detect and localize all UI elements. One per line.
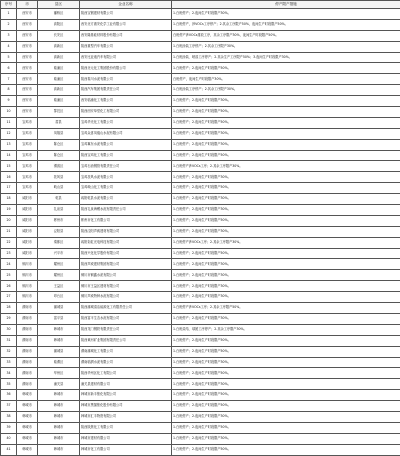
cell-no: 6 xyxy=(1,63,17,74)
cell-no: 18 xyxy=(1,194,17,205)
cell-measure: 1.白班停产；2.夜间生产时段限产50%。 xyxy=(172,422,400,433)
cell-city: 咸阳市 xyxy=(17,215,38,226)
cell-measure: 1.白班停产，涉VOCs工序停产；2.其余工序限产50%，夜间生产时段限产50%。 xyxy=(172,19,400,30)
cell-area: 扶风县 xyxy=(38,172,80,183)
header-area: 县区 xyxy=(38,1,80,9)
cell-city: 西安市 xyxy=(17,30,38,41)
cell-area: 高新区 xyxy=(38,41,80,52)
cell-area: 凤翔县 xyxy=(38,128,80,139)
cell-no: 25 xyxy=(1,270,17,281)
cell-name: 渭南临渭水泥有限公司 xyxy=(80,357,172,368)
cell-area: 彬州市 xyxy=(38,215,80,226)
cell-area: 韩城市 xyxy=(38,324,80,335)
cell-measure: 白班停产涉VOCs排放工序，其余工序限产30%，夜间生产时段限产50%。 xyxy=(172,30,400,41)
cell-no: 23 xyxy=(1,248,17,259)
cell-name: 西安北方惠安化学工业有限公司 xyxy=(80,19,172,30)
cell-area: 眉县 xyxy=(38,117,80,128)
cell-city: 渭南市 xyxy=(17,303,38,314)
cell-name: 陕西汽车集团有限责任公司 xyxy=(80,85,172,96)
cell-measure: 1.白班停产；2.夜间生产时段限产30%。 xyxy=(172,357,400,368)
cell-city: 韩城市 xyxy=(17,390,38,401)
cell-area: 蒲城县 xyxy=(38,346,80,357)
cell-area: 潼关县 xyxy=(38,379,80,390)
cell-name: 韩城市建材有限公司 xyxy=(80,433,172,444)
cell-no: 4 xyxy=(1,41,17,52)
table-row xyxy=(1,357,400,368)
cell-name: 陕西重型汽车有限公司 xyxy=(80,41,172,52)
cell-city: 西安市 xyxy=(17,107,38,118)
cell-city: 西安市 xyxy=(17,96,38,107)
cell-area: 韩城市 xyxy=(38,401,80,412)
table-row xyxy=(1,205,400,216)
cell-area: 韩城市 xyxy=(38,411,80,422)
table-row xyxy=(1,52,400,63)
cell-measure: 1.白班停产；2.夜间生产时段限产50%。 xyxy=(172,368,400,379)
cell-measure: 1.白班停产；2.夜间生产时段限产30%。 xyxy=(172,270,400,281)
cell-city: 铜川市 xyxy=(17,270,38,281)
cell-no: 21 xyxy=(1,226,17,237)
table-row xyxy=(1,63,400,74)
cell-measure: 1.白班停产；2.夜间生产时段限产30%。 xyxy=(172,172,400,183)
cell-city: 西安市 xyxy=(17,52,38,63)
cell-measure: 1.白班涂装工序停产；2.其余工序限产30%。 xyxy=(172,85,400,96)
cell-no: 36 xyxy=(1,390,17,401)
table-header-row xyxy=(1,1,400,9)
cell-no: 7 xyxy=(1,74,17,85)
cell-area: 临潼区 xyxy=(38,63,80,74)
table-row xyxy=(1,183,400,194)
cell-city: 咸阳市 xyxy=(17,237,38,248)
cell-area: 灞桥区 xyxy=(38,9,80,20)
cell-city: 宝鸡市 xyxy=(17,117,38,128)
table-row xyxy=(1,226,400,237)
cell-no: 19 xyxy=(1,205,17,216)
cell-area: 临渭区 xyxy=(38,357,80,368)
cell-area: 鄠邑区 xyxy=(38,107,80,118)
cell-measure: 1.白班停产；2.夜间生产时段限产50%。 xyxy=(172,215,400,226)
cell-area: 韩城市 xyxy=(38,444,80,455)
cell-city: 渭南市 xyxy=(17,335,38,346)
cell-measure: 1.白班停产；2.夜间生产时段限产30%。 xyxy=(172,139,400,150)
cell-area: 韩城市 xyxy=(38,390,80,401)
cell-measure: 1.白班停产；2.夜间生产时段限产50%。 xyxy=(172,63,400,74)
cell-city: 渭南市 xyxy=(17,357,38,368)
cell-measure: 1.白班停产；2.夜间生产时段限产50%。 xyxy=(172,248,400,259)
table-row xyxy=(1,19,400,30)
cell-name: 陕西西安草堂化工有限公司 xyxy=(80,107,172,118)
cell-measure: 1.白班停产；2.夜间生产时段限产30%。 xyxy=(172,379,400,390)
cell-area: 富平县 xyxy=(38,313,80,324)
cell-no: 1 xyxy=(1,9,17,20)
cell-no: 17 xyxy=(1,183,17,194)
cell-name: 陕西宝钢建材有限公司 xyxy=(80,9,172,20)
table-row xyxy=(1,139,400,150)
cell-name: 宝鸡众喜凤凰山水泥有限公司 xyxy=(80,128,172,139)
cell-area: 乾县 xyxy=(38,194,80,205)
cell-name: 陕西陕焦化工有限公司 xyxy=(80,422,172,433)
cell-area: 泾阳县 xyxy=(38,226,80,237)
cell-no: 2 xyxy=(1,19,17,30)
cell-area: 韩城市 xyxy=(38,422,80,433)
cell-name: 铜川市王益区建材有限公司 xyxy=(80,281,172,292)
cell-city: 西安市 xyxy=(17,9,38,20)
table-row xyxy=(1,259,400,270)
table-row xyxy=(1,161,400,172)
header-name: 企业名称 xyxy=(80,1,172,9)
cell-no: 9 xyxy=(1,96,17,107)
cell-area: 临潼区 xyxy=(38,74,80,85)
cell-measure: 1.白班停产；2.夜间生产时段限产30%。 xyxy=(172,313,400,324)
cell-area: 兴平市 xyxy=(38,248,80,259)
cell-no: 15 xyxy=(1,161,17,172)
cell-measure: 1.白班停产；2.夜间生产时段限产30%。 xyxy=(172,128,400,139)
cell-city: 西安市 xyxy=(17,74,38,85)
cell-area: 礼泉县 xyxy=(38,205,80,216)
table-row xyxy=(1,117,400,128)
cell-no: 20 xyxy=(1,215,17,226)
table-row xyxy=(1,433,400,444)
table-row xyxy=(1,41,400,52)
cell-no: 38 xyxy=(1,411,17,422)
cell-area: 陈仓区 xyxy=(38,150,80,161)
cell-name: 宝鸡岐山化工有限公司 xyxy=(80,183,172,194)
cell-city: 渭南市 xyxy=(17,324,38,335)
cell-name: 韩城市化工有限公司 xyxy=(80,444,172,455)
cell-area: 长安区 xyxy=(38,30,80,41)
table-row xyxy=(1,379,400,390)
table-row xyxy=(1,292,400,303)
cell-measure: 1.白班停产；2.夜间生产时段限产30%。 xyxy=(172,194,400,205)
header-measure: 停产限产措施 xyxy=(172,1,400,9)
cell-city: 西安市 xyxy=(17,41,38,52)
cell-no: 16 xyxy=(1,172,17,183)
cell-city: 西安市 xyxy=(17,19,38,30)
cell-measure: 白班停产，夜间生产时段限产30%。 xyxy=(172,74,400,85)
cell-name: 韩城市黑猫焦化股份有限公司 xyxy=(80,401,172,412)
cell-area: 韩城市 xyxy=(38,335,80,346)
cell-area: 高新区 xyxy=(38,85,80,96)
table-row xyxy=(1,194,400,205)
table-row xyxy=(1,390,400,401)
cell-city: 西安市 xyxy=(17,63,38,74)
cell-name: 宝鸡华光化工有限公司 xyxy=(80,117,172,128)
cell-no: 5 xyxy=(1,52,17,63)
cell-name: 西安隆基硅材料股份有限公司 xyxy=(80,30,172,41)
cell-area: 高新区 xyxy=(38,52,80,63)
cell-name: 韩城市汇丰物资有限公司 xyxy=(80,411,172,422)
cell-no: 13 xyxy=(1,139,17,150)
table-row xyxy=(1,172,400,183)
cell-name: 咸阳彩虹光电科技有限公司 xyxy=(80,237,172,248)
cell-no: 35 xyxy=(1,379,17,390)
cell-area: 渭滨区 xyxy=(38,161,80,172)
cell-measure: 1.白班停产；2.夜间生产时段限产50%。 xyxy=(172,150,400,161)
cell-measure: 1.白班停产涉VOCs工序；2.其余工序限产50%。 xyxy=(172,303,400,314)
cell-city: 渭南市 xyxy=(17,379,38,390)
table-row xyxy=(1,128,400,139)
cell-city: 韩城市 xyxy=(17,422,38,433)
table-body xyxy=(1,9,400,456)
cell-area: 岐山县 xyxy=(38,183,80,194)
table-row xyxy=(1,401,400,412)
cell-measure: 1.白班涂装、喷漆工序停产；2.其余生产工序限产50%；3.夜间生产时段限产30%。 xyxy=(172,52,400,63)
table-row xyxy=(1,150,400,161)
cell-name: 咸阳乾县水泥有限公司 xyxy=(80,194,172,205)
cell-name: 西安比亚迪汽车有限公司 xyxy=(80,52,172,63)
cell-name: 彬州市化工有限公司 xyxy=(80,215,172,226)
cell-area: 陈仓区 xyxy=(38,139,80,150)
cell-name: 宝鸡石油钢管有限责任公司 xyxy=(80,161,172,172)
cell-name: 陕西泾阳声威建材有限公司 xyxy=(80,226,172,237)
cell-no: 32 xyxy=(1,346,17,357)
cell-measure: 1.白班停产；2.夜间生产时段限产50%。 xyxy=(172,346,400,357)
cell-name: 陕西北元化工集团股份有限公司 xyxy=(80,63,172,74)
cell-measure: 1.白班停产；2.夜间生产时段限产30%。 xyxy=(172,226,400,237)
table-row xyxy=(1,313,400,324)
table-row xyxy=(1,96,400,107)
cell-area: 耀州区 xyxy=(38,259,80,270)
cell-name: 陕西黄河矿业集团有限责任公司 xyxy=(80,335,172,346)
table-row xyxy=(1,444,400,455)
cell-name: 陕西秦川水泥有限公司 xyxy=(80,74,172,85)
cell-city: 韩城市 xyxy=(17,433,38,444)
cell-name: 陕西声威建材集团有限公司 xyxy=(80,259,172,270)
cell-measure: 1.白班涂装工序停产；2.其余工序限产30%。 xyxy=(172,41,400,52)
table-row xyxy=(1,215,400,226)
table-row xyxy=(1,422,400,433)
cell-no: 8 xyxy=(1,85,17,96)
cell-name: 宝鸡扶风水泥有限公司 xyxy=(80,172,172,183)
table-row xyxy=(1,303,400,314)
cell-city: 宝鸡市 xyxy=(17,183,38,194)
table-row xyxy=(1,74,400,85)
table-row xyxy=(1,335,400,346)
table-row xyxy=(1,411,400,422)
cell-city: 铜川市 xyxy=(17,292,38,303)
cell-city: 韩城市 xyxy=(17,411,38,422)
cell-name: 陕西礼泉海螺水泥有限责任公司 xyxy=(80,205,172,216)
table-row xyxy=(1,9,400,20)
cell-measure: 1.白班停产；2.夜间生产时段限产50%。 xyxy=(172,107,400,118)
cell-measure: 1.白班停产；2.夜间生产时段限产30%。 xyxy=(172,205,400,216)
cell-no: 3 xyxy=(1,30,17,41)
cell-measure: 1.白班停产；2.夜间生产时段限产50%。 xyxy=(172,183,400,194)
cell-name: 潼关县建材有限公司 xyxy=(80,379,172,390)
cell-city: 铜川市 xyxy=(17,259,38,270)
cell-city: 宝鸡市 xyxy=(17,139,38,150)
cell-measure: 1.白班停产；2.夜间生产时段限产50%。 xyxy=(172,335,400,346)
cell-city: 宝鸡市 xyxy=(17,128,38,139)
cell-no: 31 xyxy=(1,335,17,346)
cell-measure: 1.白班停产；2.夜间生产时段限产30%。 xyxy=(172,292,400,303)
cell-no: 34 xyxy=(1,368,17,379)
cell-city: 宝鸡市 xyxy=(17,150,38,161)
cell-no: 14 xyxy=(1,150,17,161)
cell-city: 咸阳市 xyxy=(17,248,38,259)
cell-no: 39 xyxy=(1,422,17,433)
cell-no: 22 xyxy=(1,237,17,248)
table-row xyxy=(1,270,400,281)
cell-area: 耀州区 xyxy=(38,270,80,281)
cell-measure: 1.白班停产；2.夜间生产时段限产30%。 xyxy=(172,433,400,444)
cell-area: 临潼区 xyxy=(38,96,80,107)
cell-area: 韩城市 xyxy=(38,433,80,444)
header-no: 序号 xyxy=(1,1,17,9)
cell-measure: 1.白班停产；2.夜间生产时段限产50%。 xyxy=(172,390,400,401)
table-row xyxy=(1,248,400,259)
cell-area: 王益区 xyxy=(38,281,80,292)
cell-name: 陕西蒲城清洁能源化工有限责任公司 xyxy=(80,303,172,314)
cell-city: 铜川市 xyxy=(17,281,38,292)
cell-city: 咸阳市 xyxy=(17,194,38,205)
table-row xyxy=(1,324,400,335)
cell-no: 12 xyxy=(1,128,17,139)
cell-area: 高陵区 xyxy=(38,19,80,30)
cell-measure: 1.白班停产；2.夜间生产时段限产30%。 xyxy=(172,281,400,292)
cell-name: 铜川声威特种水泥有限公司 xyxy=(80,292,172,303)
cell-name: 铜川市铜鑫水泥有限公司 xyxy=(80,270,172,281)
cell-no: 33 xyxy=(1,357,17,368)
cell-measure: 1.白班烧结、球团工序停产；2.其余工序限产30%。 xyxy=(172,324,400,335)
cell-measure: 1.白班停产涉VOCs工序；2.其余工序限产30%。 xyxy=(172,237,400,248)
cell-name: 宝鸡冀东水泥有限公司 xyxy=(80,139,172,150)
cell-no: 27 xyxy=(1,292,17,303)
cell-measure: 1.白班停产；2.夜间生产时段限产30%。 xyxy=(172,411,400,422)
cell-city: 咸阳市 xyxy=(17,226,38,237)
cell-area: 印台区 xyxy=(38,292,80,303)
cell-measure: 1.白班停产；2.夜间生产时段限产50%。 xyxy=(172,117,400,128)
cell-no: 28 xyxy=(1,303,17,314)
cell-city: 渭南市 xyxy=(17,313,38,324)
table-row xyxy=(1,85,400,96)
cell-name: 陕西富平生态水泥有限公司 xyxy=(80,313,172,324)
cell-name: 西安临潼化工有限公司 xyxy=(80,96,172,107)
cell-city: 宝鸡市 xyxy=(17,172,38,183)
cell-measure: 1.白班停产；2.夜间生产时段限产30%。 xyxy=(172,9,400,20)
cell-city: 西安市 xyxy=(17,85,38,96)
cell-no: 11 xyxy=(1,117,17,128)
cell-measure: 1.白班停产；2.夜间生产时段限产50%。 xyxy=(172,401,400,412)
table-row xyxy=(1,30,400,41)
cell-area: 秦都区 xyxy=(38,237,80,248)
cell-name: 陕西龙门钢铁有限责任公司 xyxy=(80,324,172,335)
header-city: 市 xyxy=(17,1,38,9)
cell-measure: 1.白班停产；2.夜间生产时段限产30%。 xyxy=(172,259,400,270)
cell-city: 韩城市 xyxy=(17,444,38,455)
cell-area: 蒲城县 xyxy=(38,303,80,314)
cell-no: 29 xyxy=(1,313,17,324)
cell-no: 41 xyxy=(1,444,17,455)
cell-city: 宝鸡市 xyxy=(17,161,38,172)
cell-area: 华州区 xyxy=(38,368,80,379)
cell-city: 渭南市 xyxy=(17,368,38,379)
cell-no: 30 xyxy=(1,324,17,335)
cell-name: 韩城市新丰焦化有限公司 xyxy=(80,390,172,401)
cell-no: 26 xyxy=(1,281,17,292)
cell-measure: 1.白班停产；2.夜间生产时段限产50%。 xyxy=(172,444,400,455)
table-row xyxy=(1,107,400,118)
cell-no: 24 xyxy=(1,259,17,270)
cell-name: 陕西宝鸡化工有限公司 xyxy=(80,150,172,161)
cell-name: 陕西华州区化工有限公司 xyxy=(80,368,172,379)
table-row xyxy=(1,281,400,292)
cell-city: 韩城市 xyxy=(17,401,38,412)
cell-no: 37 xyxy=(1,401,17,412)
cell-measure: 1.白班停产涉VOCs工序；2.其余工序限产30%。 xyxy=(172,161,400,172)
cell-measure: 1.白班停产；2.夜间生产时段限产30%。 xyxy=(172,96,400,107)
table-row xyxy=(1,237,400,248)
cell-name: 陕西兴化化学股份有限公司 xyxy=(80,248,172,259)
cell-no: 40 xyxy=(1,433,17,444)
cell-city: 咸阳市 xyxy=(17,205,38,216)
table-row xyxy=(1,346,400,357)
cell-name: 渭南蒲城化工有限公司 xyxy=(80,346,172,357)
table-row xyxy=(1,368,400,379)
cell-no: 10 xyxy=(1,107,17,118)
cell-city: 渭南市 xyxy=(17,346,38,357)
